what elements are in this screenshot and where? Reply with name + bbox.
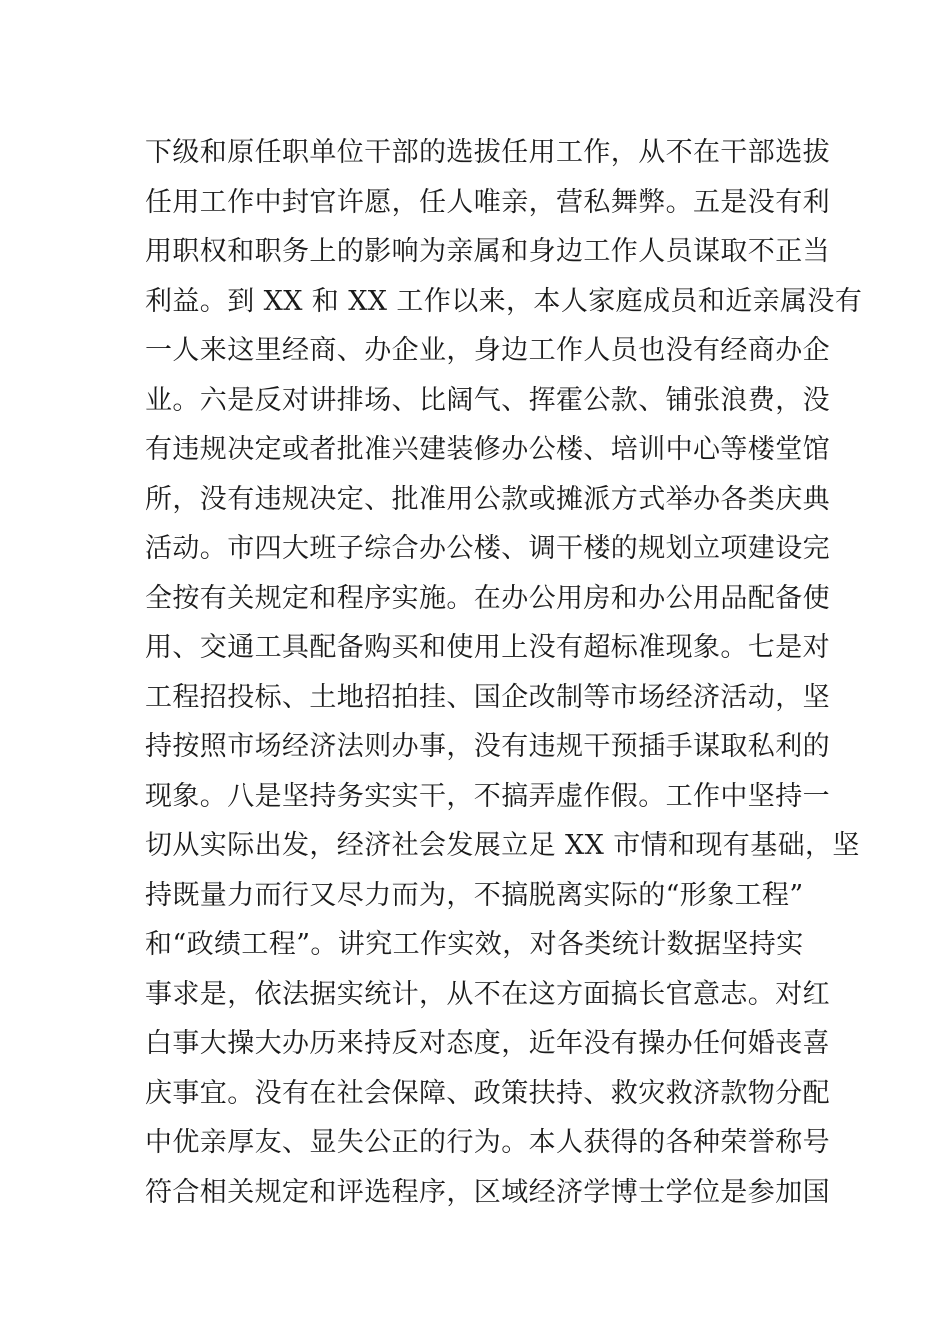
text-line: 一人来这里经商、办企业，身边工作人员也没有经商办企 <box>145 335 830 366</box>
text-line: 有违规决定或者批准兴建装修办公楼、培训中心等楼堂馆 <box>145 434 830 465</box>
text-line: 符合相关规定和评选程序，区域经济学博士学位是参加国 <box>145 1176 830 1208</box>
text-line: 任用工作中封官许愿，任人唯亲，营私舞弊。五是没有利 <box>145 186 830 218</box>
text-line: 用、交通工具配备购买和使用上没有超标准现象。七是对 <box>145 632 830 663</box>
text-line: 下级和原任职单位干部的选拔任用工作，从不在干部选拔 <box>145 137 830 168</box>
text-line: 工程招投标、土地招拍挂、国企改制等市场经济活动，坚 <box>145 681 830 713</box>
text-line: 切从实际出发，经济社会发展立足 XX 市情和现有基础，坚 <box>145 830 860 861</box>
text-line: 事求是，依法据实统计，从不在这方面搞长官意志。对红 <box>145 978 830 1010</box>
text-line: 全按有关规定和程序实施。在办公用房和办公用品配备使 <box>145 582 830 614</box>
text-line: 用职权和职务上的影响为亲属和身边工作人员谋取不正当 <box>145 236 830 267</box>
text-line: 白事大操大办历来持反对态度，近年没有操办任何婚丧喜 <box>145 1028 830 1059</box>
text-line: 中优亲厚友、显失公正的行为。本人获得的各种荣誉称号 <box>145 1127 830 1158</box>
text-line: 持既量力而行又尽力而为，不搞脱离实际的“形象工程” <box>145 879 804 911</box>
text-line: 活动。市四大班子综合办公楼、调干楼的规划立项建设完 <box>145 533 830 564</box>
body-text <box>145 128 863 1217</box>
text-line: 所，没有违规决定、批准用公款或摊派方式举办各类庆典 <box>145 483 830 515</box>
text-line: 庆事宜。没有在社会保障、政策扶持、救灾救济款物分配 <box>145 1077 830 1109</box>
text-line: 利益。到 XX 和 XX 工作以来，本人家庭成员和近亲属没有 <box>145 285 863 317</box>
text-line: 业。六是反对讲排场、比阔气、挥霍公款、铺张浪费，没 <box>145 384 830 416</box>
text-line: 持按照市场经济法则办事，没有违规干预插手谋取私利的 <box>145 731 830 762</box>
text-line: 现象。八是坚持务实实干，不搞弄虚作假。工作中坚持一 <box>145 780 830 812</box>
text-line: 和“政绩工程”。讲究工作实效，对各类统计数据坚持实 <box>145 929 804 960</box>
